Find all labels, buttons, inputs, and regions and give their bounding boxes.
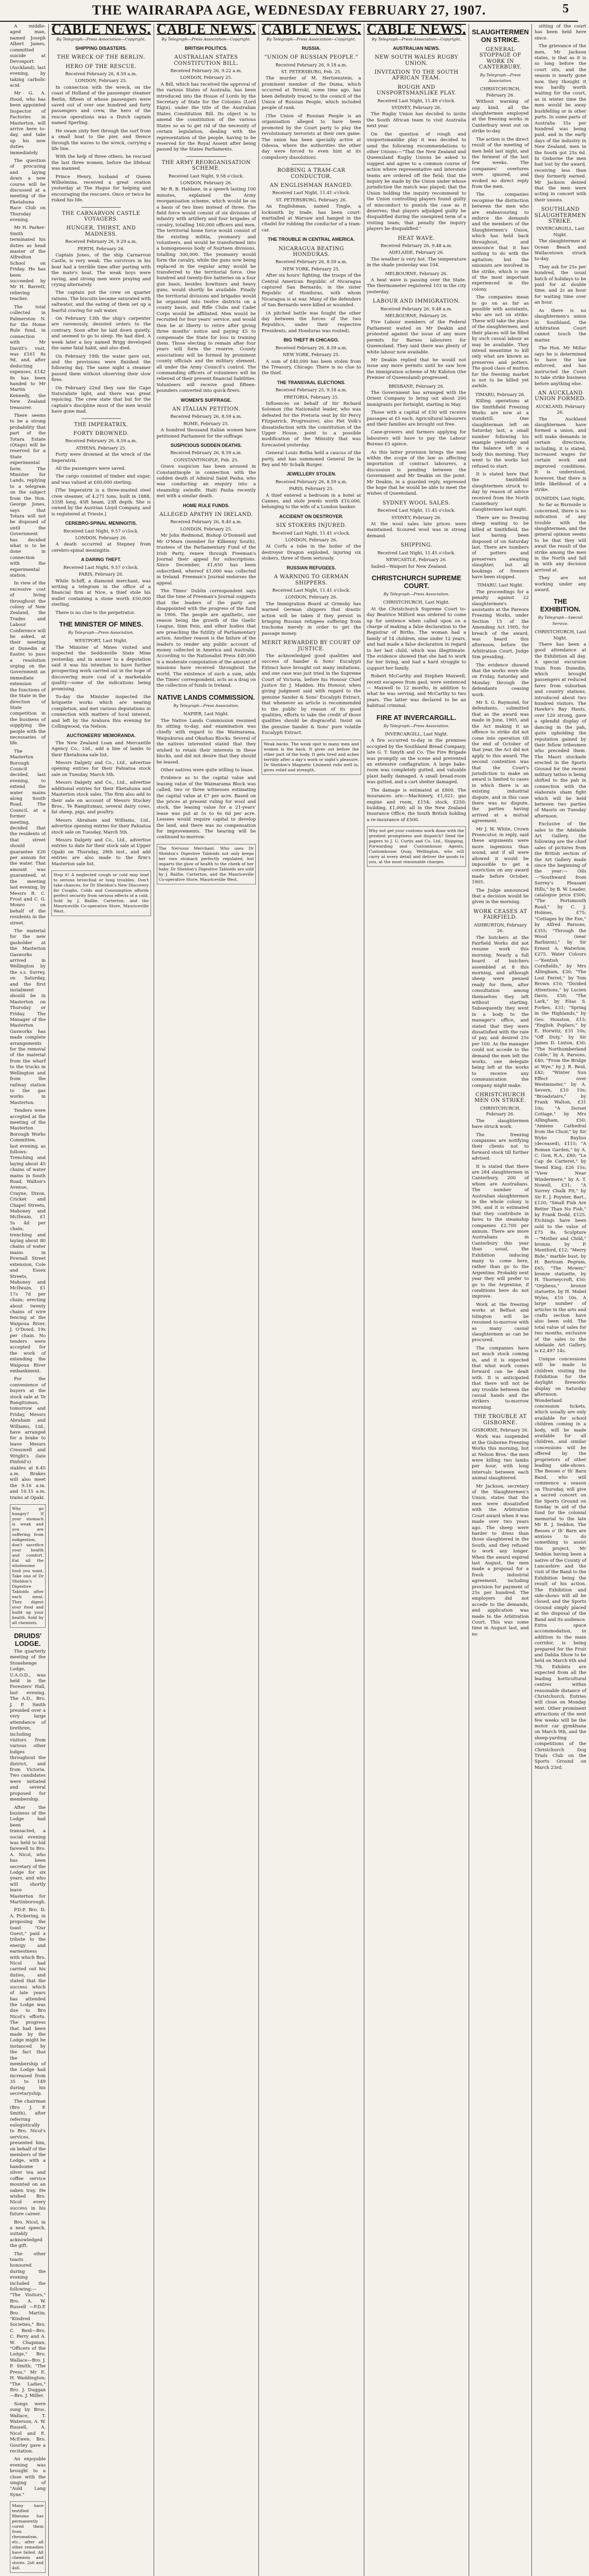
byline: By Telegraph—Press Association—Copyright. [372,37,461,42]
section-heading: AN AUCKLAND UNION FORMED. [535,390,586,402]
paragraph: Mr G. A. Hood, who has been appointed Inspector of Factories in Masterton, will arrive here to-day, and take up his new duties immediately. [10,91,46,156]
column-4 [259,21,364,2576]
paragraph: Messrs Dalgety and Co., Ltd., advertise additional entries for their Eketahuna and Masterton stock sales. The firm also add to their sale on account of Messrs Stuckey Bros., Te Rangitumau, several dairy cows, fat sheep, pigs, and poultry. [51,780,151,815]
paragraph: The quarterly meeting of the Stonehenge Lodge, U.A.O.D., was held in the Foresters' Hall, last evening. The A.D., Bro. J. P. Smith presided over a very large attendance of brethren, including visitors from various other lodges throughout the district, and from Victoria. Two candidates were initiated and several proposed for membership. [10,1648,46,1803]
dateline: ASHBURTON, February 26. [474,922,527,934]
paragraph: Those with a capital of £50 will receive passages at £5 each. Agricultural labourers and their families are brought out free. [366,410,467,427]
received-line: Received Last Night, 9.58 o'clock. [168,173,244,179]
dateline: CHRISTCHURCH, February 26. [480,1105,521,1117]
paragraph: The total collected in Palmerston N. for the Home Rule fund, in connection with Mr Davitt's visit, was £161 8s 9d, and, after deducting expenses, £142 8s has been handed to Mr Martin Kennedy, the New Zealand treasurer. [10,304,46,411]
paragraph: To-day the Minister inspected the briquette works which are nearing completion, and met various deputations in connection with matters of local interest, and left by the Arahura this evening for Collingwood, via Nelson. [51,694,151,730]
paragraph: The question of procuring and laying down a new course will be discussed at a meeting of the Eketahuna Race Club on Thursday evening. [10,158,46,223]
dateline: SYDNEY, February 26. [391,105,442,111]
dateline: PARIS, February 26. [78,571,124,577]
masthead [0,0,578,22]
paragraph: The proceedings for a penalty against 22 slaughtermen's assistants at the Pareora Freezing Works, under Section 15 of the Amending Act 1905, for breach of the award, was heard this afternoon, before the Arbitration Court, Judge Sim presiding. [472,589,529,660]
dateline: ADELAIDE, February 26. [389,250,444,255]
paragraph: Messrs Dalgety and Co., Ltd., advertise opening entries for their Pahiatua stock sale on Tuesday, March 5th. [51,760,151,778]
paragraph: The acknowledged good qualities and success of Sander & Sons' Eucalypti Extract have brought out many imitations, and one case was just tried in the Supreme Court of Victoria, before his Honour Chief Justice Sir J. Madden. His Honour, when giving judgment said with regard to the genuine Sander & Sons' Eucalypti Extract, that whenever an article is recommended to the public by reason of its good qualities, efforts to take the credit of those qualities should be disgraceful. Insist on the genuine Sander & Sons' pure volatile Eucalypti Extract. [262,653,361,736]
received-line: Received February 26, 9.18 a.m. [275,62,348,67]
subheading: NEW SOUTH WALES RUGBY UNION. [375,54,458,66]
received-line: Received Last Night, 11.41 o'clock. [272,530,351,536]
column-5 [364,21,470,2576]
received-line: Received February 26, 9.48 a.m. [380,243,453,248]
paragraph: An Englishman, named Tingle, a locksmith by trade, has been court-martialled at Warsaw and hanged in the citadel for robbing the conductor of a tram-car. [262,204,361,233]
section-heading: LABOUR AND IMMIGRATION. [373,298,460,305]
section-heading: THE TRANSVAAL ELECTIONS. [277,379,346,385]
subheading: INVITATION TO THE SOUTH AFRICAN TEAM. [374,70,459,81]
section-heading: SYDNEY WOOL SALES. [382,500,450,506]
section-heading: SUSPICIOUS SUDDEN DEATHS. [170,443,242,448]
paragraph: With the help of three others, he rescued the last three women, before the lifeboat was manned. [51,154,151,172]
paragraph: The companies recognise the distinction between the men who are endeavouring to enforce the demands and the members of the Slaughtermen's Union, which has held back throughout, and announce that it has nothing to do with the agitation; but the unionists are involved in the strike, which is one of the most important experienced in the colony. [472,192,529,292]
paragraph: In connection with the wreck, on the coast of Holland of the passenger steamer Berlin, fifteen of whose passengers were saved out of over one hundred and forty passengers and crew, the hero of the rescue operations was a Dutch captain named Sperling. [51,85,151,126]
dateline: TIMARU, Last Night. [477,582,524,588]
section-heading: THE TROUBLE IN CENTRAL AMERICA. [268,237,355,242]
section-heading: AUSTRALIAN NEWS. [393,45,440,51]
paragraph: Killing operations at the Smithfield Freezing Works are now at a standstill. One slaughterman left on Saturday last, a small number following his example yesterday and the balance left in a body this morning. They went to the works but refused to start. [472,399,529,469]
masthead-title: THE WAIRARAPA AGE, WEDNESDAY FEBRUARY 27, 1907. [92,3,486,18]
dateline: BRISBANE, February 26. [388,383,445,389]
paragraph: A thief entered a bedroom in a hotel at Cannes, and stole jewels worth £10,000, belonging to the wife of a London banker. [262,493,361,510]
paragraph: They ask for 25s per hundred, the usual batch of holidays to be paid for at double time, and 2s an hour for waiting time over an hour. [535,264,586,306]
byline: By Telegraph—Press Association. [480,72,521,84]
dateline: ATHENS, February 25. [76,445,127,451]
received-line: Received February 26, 8.59 a.m. [65,438,137,444]
section-heading: WOMEN'S SUFFRAGE. [181,397,232,403]
section-heading: BIG THEFT IN CHICAGO. [283,337,339,343]
subheading: A WARNING TO GERMAN SHIPPERS. [273,574,349,586]
paragraph: Tenders were accepted at the meeting of the Masterton Borough Works Committee, last evening, as follows: Trenching and laying about 45 chains of water mains in South Road, Walton's Avenue, Crayne, Dixon, Cricket and Chapel Streets, Mahoney and McIlwain, £1 5s 4d per chain; trenching and laying about 80 chains of water mains in Pownall Street extension, Cole and Essex Streets, Mahoney and McIlwain, £1 17s 7d per chain; erecting about twenty chains of wire fencing at the Waipoua River, J. O'Dowd, 19s per chain. No tenders were accepted for the work of extending the Waipoua River embankment. [10,1108,46,1374]
paragraph: Five Labour members of the Federal Parliament waited on Mr Deakin and protested against the issue of any more permits for Barnes labourers for Queensland. They said there was plenty of white labour now available. [366,320,467,355]
paragraph: Mr R. B. Haldane, in a speech lasting 100 minutes, explained the Army reorganisation scheme, which would be on a basis of two lines instead of three. The field force would consist of six divisions of infantry with artillery and four brigades of cavalry, totalling 160,000 officers and men. The territorial home force would consist of the existing militia, yeomanry and volunteers, and would be transformed into a homogeneous body of fourteen divisions, totalling 300,000. The yeomanry would form the cavalry, while the guns now being replaced in the regular army would be transferred to the territorial force. One hundred and twenty-five batteries on a four gun basis, besides howitzers and heavy guns, would shortly be available. Finally the territorial divisions and brigades would be organised into twelve districts on a county basis, and Rifle Clubs and Cadet Corps would be affiliated. Men would be recruited for four years' service, and would then be at liberty to retire after giving three months' notice and paying £5 to compensate the State for loss in training them. Those electing to remain after four years will form the reserve. County associations will be formed by prominent county officials and the military element, all under the Army Council's control. The commanding officers of volunteers will be relieved of their present financial liabilities. Volunteers will receive good fifteen-pounders converted into quick-firers. [156,187,256,394]
received-line: Received Last Night, 9.57 o'clock. [63,528,139,534]
paragraph: The Masterton Borough Council decided, last evening, to extend the water mains along South Road. The Council, at a former meeting, decided that the residents of that street should guarantee £20 per annum for the water. That amount was guaranteed, at the meeting last evening, by Messrs R. C. Frost and C. G. Monro on behalf of the residents in the street. [10,748,46,926]
dateline: MELBOURNE, February 26. [385,313,448,319]
paragraph: Work at the freezing works at Belfast and Islington will be resumed to-morrow with as many casual slaughtermen as can be procured. [472,1302,529,1343]
paragraph: On February 13th the ship's carpenter are ravenously, desisted orders to the contrary. Soon after he laid down quietly, and seemed to go to sleep. He had died. A week later a boy named Brigg developed the same fatal habit, and also died. [51,316,151,351]
page-number: 5 [563,2,569,16]
paragraph: As there is no slaughtermen's union in Southland, the Arbitration Court cannot touch the matter. [535,308,586,343]
dateline: NAPIER, Last Night. [183,711,229,717]
subheading: HERO OF THE RESCUE. [65,63,137,70]
divider [81,207,121,208]
paragraph: At Corfu a tube in the boiler of the destroyer Dragon exploded, injuring six stokers, three of them seriously. [262,544,361,562]
dateline: LONDON, February 26. [180,180,232,185]
column-6 [469,24,532,2576]
dateline: CHRISTCHURCH, Last Night. [535,629,586,640]
received-line: Received February 26, 8.59 a.m. [170,414,242,419]
advertisement: Many have testified Rheumo has permanently cured them from rheumatism, etc., after all other remedies have failed. All chemists and stores. 2s6 and 4s6. [10,2501,46,2573]
paragraph: The action is the direct result of the meeting of men held last night, and the ferment of the last few weeks. The companies' overtures were ignored, and evoked no direct reply from the men. [472,137,529,189]
dateline: DUNEDIN, Last Night. [535,495,586,501]
paragraph: Mr J. W. White, Crown Prosecutor, in reply, said these arguments were more ingenious than sound, and if all were allowed it would be impossible to get a conviction on any award made before October, 1905. [472,826,529,885]
paragraph: Messrs Dalgety and Co., Ltd., advertise entries to date for their stock sale at Upper Opaki on Thursday, 28th inst., and add entries are also made to the firm's Masterton sale list. [51,837,151,867]
section-heading: CHRISTCHURCH SUPREME COURT. [372,574,461,590]
section-heading: THE TROUBLE AT GISBORNE. [474,1414,527,1426]
dateline: ROME, February 25. [183,420,229,426]
paragraph: A death occurred at Stepney from cerebro-spinal meningitis. [51,542,151,553]
subheading: GENERAL STOPPAGE OF WORK IN CANTERBURY. [479,47,522,71]
dateline: NEWCASTLE, February 26. [386,557,447,563]
dateline: AUCKLAND, February 26. [536,403,585,415]
byline: By Telegraph—Press Association—Copyright. [161,37,251,42]
section-heading: THE EXHIBITION. [540,597,581,614]
paragraph: (The Union of Russian People is an organisation alleged to have been promoted by the Court party to play the revolutionary terrorists at their own game. The union has been specially active at Odessa, where the authorities the other day were forced to even hint at its compulsory dissolution). [262,113,361,160]
section-heading: A DARING THEFT. [81,557,121,563]
paragraph: There seems to be a strong probability that part of the Totara Estate (Otago) will be reserved for a State experimental farm. The Minister for Lands, replying to a telegram on the subject from the Hon. George Jones, says that Totara will not be disposed of until the Government has decided what is to be done in connection with the experimental station. [10,413,46,578]
dateline: NEW YORK, February 25. [283,352,340,358]
advertisement: Why not get your customs work done with the greatest promptness and dispatch? Send the papers to J. U. Curtis and Co. Ltd., Shipping, Forwarding and Customhouse Agents, Customhouse Quay, Wellington, who will carry at every detail and deliver the goods to you, at the most reasonable charges. [367,826,467,867]
paragraph: On February 19th the water gave out, and the provisions were finished the following day. The same night a steamer passed them without observing their slow fires. [51,353,151,383]
section-heading: THE MINISTER OF MINES. [59,620,143,628]
section-heading: SHIPPING DISASTERS. [75,45,127,51]
paragraph: After six hours' fighting, the troops of the Central American Republic of Nicaragua captured San Bernardo, in the sister Republic of Honduras, with whom Nicaragua is at war. Many of the defenders of San Bernardo were killed or wounded. [262,273,361,308]
section-heading: SLAUGHTERMEN ON STRIKE. [472,28,529,44]
dateline: ST. PETERSBURG, February 26. [276,197,347,202]
paragraph: For the convenience of buyers at the stock sale at Te Rangitumau, tomorrow and Friday, Messrs Abraham and Williams, Ltd., have arranged for a brake to leave Messrs Cresswell and Wright's (late Pinfold's) stables at 8.45 a.m. Brakes will also meet the 9.16 a.m. and 10.15 a.m. trains at Opaki. [10,1376,46,1501]
paragraph: While Schiff, a diamond merchant, was writing a telegram in the office of a financial firm at Nice, a thief stole his wallet containing a stone worth £50,000 sterling. [51,578,151,608]
paragraph: Mr Jackson, secretary of the Slaughtermen's Union, states that the men were dissatisfied with the Arbitration Court award when it was made over two years ago. The sheep were harder to dress than those slaughtered in the South, and they refused to work any longer. When the award expired last August, the men made a proposal for a fresh industrial agreement, including provision for payment of 25s per hundred. The employers did not accede to the demands, and application was made to the Arbitration Court. This was some time in August last, and no [472,1483,529,1637]
paragraph: There are no freezing sheep waiting to be killed at Smithfield, the last having been disposed of on Saturday last. There are numbers of potters and preservers awaiting slaughter, but all bookings of freezers have been stopped. [472,515,529,580]
paragraph: After the business of the Lodge had been transacted, a social evening was held to bid farewell to Bro. A. Nicol, who has been secretary of the Lodge for six years, and who will shortly leave Masterton for Martinborough. [10,1805,46,1905]
dateline: ST. PETERSBURG, Feb. 25. [281,69,342,75]
column-7 [532,24,589,2576]
paragraph: [The Imperatrix is a three-masted steel crew steamer, of 4,271 tons, built in 1888, 335ft long, 45ft beam, 23ft depth. She is owned by the Austrian Lloyd Company, and is registered at Trieste.] [51,488,151,517]
paragraph: The grievance of the men, Mr Jackson states, is that as it is so long before the court sits, and the season is nearly gone now, they thought it was hardly worth waiting for the court, as in winter time the men would be away bushfelling or in other parts. In some parts of Australia 35s per hundred was being paid, and in the early days of the industry in New Zealand, men in the South got 25s 6d. In Gisborne the men had lost by the award, receiving less than they formerly earned. Mr Jackson denied that the men were acting in concert with their unions. [535,44,586,203]
dateline: PERTH, February 26. [77,246,125,251]
cable-news-heading: CABLE NEWS. [262,21,361,37]
section-heading: MERIT REWARDED BY COURT OF JUSTICE. [262,640,361,652]
paragraph: A middle-aged man, named Joseph Albert James, committed suicide at Devonport (Auckland), last evening, by taking carbolic acid. [10,24,46,89]
dateline: LONDON, February 26. [285,594,338,600]
paragraph: All the passengers were saved. [56,466,126,471]
paragraph: The Immigration Board at Grimsby has warned German shippers that drastic action will be taken if they persist in bringing Russian refugees suffering from trachoma merely in order to get the passage money. [262,601,361,636]
paragraph: The evidence showed that the works were idle on Friday, Saturday and Monday through the defendants ceasing work. [472,662,529,698]
paragraph: P.D.P. Bro. D. A. Pickering, in proposing the toast "Our Guest," paid a tribute to the energy and earnestness with which Bro. Nicol had carried out his duties, and stated that the success which of late years has attended the Lodge was due to Bro Nicol's efforts. The progress that had been made by the Lodge might be instanced by the fact that the membership of the Lodge had increased from 35 to 149 during his secretaryship. [10,1907,46,2096]
paragraph: Other natives were quite willing to lease. [160,767,254,773]
received-line: Received Last Night, 9.57 o'clock. [63,564,139,570]
divider [81,418,121,419]
section-heading: SOUTHLAND SLAUGHTERMEN STRIKE. [535,207,586,224]
cable-news-heading: CABLE NEWS. [366,21,467,37]
paragraph: It is stated that there are 284 slaughtermen in Canterbury, 200 of whom are Australians. The number of Australian slaughtermen in the whole colony is 590, and it is estimated that they contribute in fares to the steamship companies £2,700 per annum. There are more Australians in Canterbury this year than usual, the Exhibition inducing many to come here, rather than go to the Argentine. Probably next year they will prefer to go to the Argentine, if conditions here do not improve. [472,1164,529,1300]
received-line: Received February 26, 8.40 a.m. [170,519,242,525]
cable-news-heading: CABLE NEWS. [156,21,256,37]
section-heading: THE ARMY REORGANISATION SCHEME. [161,159,251,172]
section-heading: HEAT WAVE. [398,235,435,241]
paragraph: Mr S. G. Raymond, for defendants, submitted that as the award was made in June, 1905, and the Act making it an offence to strike did not come into operation till the end of October of that year, the Act did not apply to this award. The second contention was that the Court's jurisdiction to make an award is limited to cases in which there is an existing industrial dispute, and in this case there was no dispute, the parties having arrived at a mutual agreement. [472,700,529,824]
dateline: TIMARU, February 26. [475,391,526,397]
paragraph: The material for the new gasholder at the Masterton Gasworks arrived in Wellington by the s.s. Surrey, on Saturday, and the first instalment should be in Masterton on Thursday or Friday. The Manager of the Masterton Gasworks has made complete arrangements for the removal of the material from the wharf to the trucks in Wellington and from the railway station to the gas works in Masterton. [10,928,46,1106]
dateline: PRETORIA, February 25. [283,394,339,400]
paragraph: The other toasts honoured during the evening included the following:— "The Visitors," Bro. A. W. Russell —P.D.P. Bro. Martin; "Kindred Societies," Bro. C. Reid—Bro. C. Perry and A. W. Chapman; "Officers of the Lodge," Bro. Wallace—Bro. J. P. Smith; "The Press," Mr E. H. Waddington; "The Ladies," Bro. J. Duggan—Bro. J. Miller. [10,2251,46,2399]
paragraph: Cane-growers and farmers applying for labourers will have to pay the Labour Bureau £5 apiece. [366,430,467,447]
section-heading: RUSSIA. [302,45,321,51]
byline: By Telegraph—Press Association. [383,591,449,596]
section-heading: ACCIDENT ON DESTROYER. [279,513,344,519]
subheading: FORTY DROWNED. [73,430,129,437]
paragraph: (A pitched battle was fought the other day between the forces of the two Republics, under their respective Presidents, and Honduras was routed). [262,310,361,334]
paragraph: The slaughtermen have struck work. [472,1118,529,1130]
paragraph: Mr H. Parker-Smith terminated his duties as head master of the Alfredton School on Friday. He has been succeeded by Mr H. Barrett, relieving teacher. [10,225,46,302]
paragraph: The slaughtermen at Ocean Beach and Wallacetown struck to-day. [535,239,586,262]
received-line: Received February 26, 9.22 a.m. [170,68,242,74]
paragraph: Messrs Abraham and Williams, Ltd., advertise opening entries for their Pahiatua stock sale on Tuesday, March 5th. [51,817,151,835]
received-line: Received Last Night, 11.41 o'clock. [272,587,351,593]
received-line: Received February 26, 8.59 a.m. [275,259,348,265]
paragraph: Influences on behalf of Sir Richard Solomon (the Nationalist leader, who was defeated for the Pretoria seat by Sir Percy Fitzpatrick, Progressive), also Het Volk's dissatisfaction with the constitution of the Upper House, point to a possible modification of the Ministry that was forecasted yesterday. [262,401,361,448]
paragraph: There has been a good attendance at the Exhibition all day. A special excursion train from Dunedin, which brought passengers at reduced fares from suburban and country stations, introduced about two hundred visitors. The Hawke's Bay Hauts, over 120 strong, gave a splendid display of dancing in the pah, quite upholding the reputation gained by their fellow tribesmen who preceded them. The Maori stockade erected in the Sports Ground for the recent military tattoo is being shifted to the pah in connection with the elaborate sham fight which will be held between two parties of Maoris on Tuesday afternoon. [535,642,586,819]
paragraph: The chairman (Bro J. P. Smith), after referring eulogistically to Bro. Nicol's services, presented him, on behalf of the members of the Lodge, with a handsome silver tea and coffee service mounted on an oaken tray. He wished Bro. Nicol every success in his future career. [10,2099,46,2217]
subheading: "UNION OF RUSSIAN PEOPLE." [264,54,359,61]
received-line: Received February 26, 9.29 a.m. [65,239,137,244]
paragraph: Grave suspicion has been aroused in Constantinople in connection with the sudden death of Admiral Saint Pasha, who was conducting an enquiry into a steamship swindle. Haiti Pasha recently met with a similar death. [156,464,256,499]
dateline: LONDON, February 26. [285,537,338,543]
paragraph: Evidence as to the capital value and leasing value of the Waimarama Block was called, two or three witnesses estimating the capital value at £7 per acre. Based on the prices at present ruling for wool and stock, the leasing value for a 21-years' lease was put at 5s to 6s 6d per acre. Lessees would require capital to develop the land, and there was no compensation for improvements. The hearing will be continued to-morrow. [156,775,256,840]
section-heading: BRITISH POLITICS. [185,45,228,51]
paragraph: The Rugby Union has decided to invite the South African team to visit Australia next year. [366,112,467,129]
advertisement: The Nervous Merchant. Who uses Dr Sheldon's Digestive Tabloids not only keeps her own stomach perfectly regulated, but imparts the glow of health to the cheek of her baby. Dr Sheldon's Digestive Tabloids are sold by J. Baillie, Carterton, and the Mauriceville Co-operative Store, Mauriceville West. [157,844,256,884]
subheading: ALLEGED APATHY IN IRELAND. [159,512,253,518]
received-line: Received February 26, 8.59 a.m. [275,345,348,350]
paragraph: There is no clue to the perpetrator. [56,610,135,616]
dateline: LONDON, February 25. [180,75,232,80]
section-heading: CHRISTCHURCH MEN ON STRIKE. [474,1092,526,1104]
paragraph: Robert McCarthy and Stephen Maxwell, recent escapees from gaol, were sentenced — Maxwell to 12 months, in addition to what he was serving, and McCarthy to two years. The latter was declared to be an habitual criminal. [366,674,467,709]
paragraph: Songs were sung by Bros. Wallace, T. Waterson, A. W. Russell, A. Nicol and E. McEwen. Bro. Gourley gave a recitation. [10,2401,46,2454]
paragraph: Exclusive of the sales to the Adelaide Art Gallery, the following are the chief sales of pictures from the British section of the Art Gallery made since the beginning of the year:— Oils—"Southward from Surrey's Pleasant Hills," by B. W. Leader, catalogue price £500; "The Portsmouth Road," by C. J. Holmes, £75; "Cottages by the Exe," by Alfred Parsons, £355; "Through the Wood (near Barbizon)," by Sir Ernest A. Waterlow, £275. Water Colours—"Kentish Cornfields," by Mrs Allingham, £30; "The Lost Ferret," by Tom Brown £10; "Divided Attentions," by Lucien Davis, £50; "The Lark," by Elias S. Forbes, £31; "Spring in the Highlands," by Geo. Houston, £15; "English Poplars," by E. Horwitz, £31 10s; "Off Duty," by Sir James D. Linton, £30; "The Northumberland Coble," by A. Parsons, £40; "From the Bridge at Wye," by J. R. Reid, £42; "Winter Sun Effect over Westminster," by A. Severn, £10 10s; "Broadstairs," by Frank Walton, £31 10s; "A Dorset Cottage," by Mrs Allingham, £50; "Amiens Cathedral from the Choir," by Sir Wyke Bayliss (deceased), £115; "A Roman Garden," by A. C. Gow, R.A., £80; "Le Cap de Carteret," by Yeend King, £26 15s; "View Near Windermere," by A. T. Nowell, £31; "A Surrey Chalk Pit," by Sir E. J. Poynter, Bart., £120; "Small Fish Are Better Than No Fish," by Frank Dodd, £125. Etchings have been sold to the value of £75 8s. Sculpture—"Mother and Child," bronze, by P. Montford, £12; "Merry Bide," marble bust, by H. Bertram Pegram, £65; "The Mower," bronze statuette, by H. Thorneycroft, £50; "Orpheus," bronze statuette, by H. Mabel Wyles, £10 10s. A large number of articles in the arts and crafts section have also been sold. The total value of sales for two months, exclusive of the sales to the Adelaide Art Gallery, is £2,497 14s. [535,822,586,1354]
subheading: SIX STOKERS INJURED. [276,523,347,529]
dateline: SYDNEY, February 26. [391,514,442,520]
paragraph: A Bill, which has received the approval of the various States of Australia, has been introduced into the House of Lords by the Secretary of State for the Colonies (Lord Elgin), under the title of the Australian States Constitution Bill. Its object is to amend the constitution of the various States so as to get rid of the necessity of certain legislation, dealing with the representation of the people, having to be reserved for the Royal Assent after being passed by the States Parliaments. [156,81,256,153]
paragraph: The freezing companies are notifying their clients not to forward stock till further advised. [472,1132,529,1162]
subheading: AN ENGLISHMAN HANGED. [269,182,353,188]
paragraph: The Native Lands Commission resumed its sitting to-day, and examination was chiefly with regard to the Waimarama, Waipukurau and Okaihau Blocks. Several of the natives interested stated that they wished to retain their interests in these blocks, and did not desire that they should be leased. [156,718,256,765]
cable-news-heading: CABLE NEWS. [51,21,151,37]
paragraph: Unique concessions will be made to children visiting the Exhibition for the daylight fireworks display on Saturday afternoon. Wonderland concession tickets, which usually are only available for school children coming in a body, will be made available for all children, and similar concessions will be offered by the proprietors of other leading side-shows. The Besses o' th' Barn Band, who will commence a season on Thursday, will give a sacred concert on the Sports Ground on Sunday in aid of the fund for the colonial memorial to the late Mr R. J. Seddon. The Besses o' th' Barn are anxious to do something to assist this project, Mr Seddon having been a native of the County of Lancashire and the visit of the Band to the Exhibition being the result of his action. The Exhibition and side-shows will all be closed, and the Sports Ground simply placed at the disposal of the Band and its audience. Extra space accommodation, in addition to the main corridor, is being prepared for the Fruit and Dahlia Show to be held on March 6th and 7th. Exhibits are expected from all the leading horticultural centres within reasonable distance of Christchurch. Entries will close on Monday next. Other prominent attractions of the next few weeks will be the motor car gymkhana on March 9th, and the sheep-yarding competitions of the Christchurch Dog Trials Club on the Sports Ground on March 23rd. [535,1356,586,1770]
paragraph: As this latter provision brings the men within the scope of the law as affecting importation of contract labourers, a discussion is pending between the Government and Mr Deakin on the point. Mr Deakin, in a guarded reply, expressed the hope that he would be able to meet the wishes of Queensland. [366,449,467,497]
subheading: AUSTRALIAN STATES CONSTITUTION BILL. [174,54,239,66]
paragraph: At the wool sales late prices were maintained. Scoured wool was in strong demand. [366,522,467,539]
section-heading: AUCTIONEERS' MEMORANDA. [66,733,136,739]
subheading: NICARAGUA BEATING HONDURAS. [278,246,344,257]
received-line: Received Last Night, 11.45 o'clock. [377,550,456,555]
paragraph: General Louis Botha held a caucus of the party, and has summoned General De la Rey and Mr Schalk Burger. [262,451,361,468]
paragraph: sitting of the court has been held here since. [535,24,586,41]
paragraph: On the question of rough and unsportsmanlike play it was decided to send the following recommendations to other Unions:—"That the New Zealand and Queensland Rugby Unions be asked to suggest and agree to a common course of action where representative and interstate teams are ordered off the field; that the inquiry be made by the Union under whose jurisdiction the match was played; that the Union holding the inquiry recommend to the Union controlling players found guilty of misconduct to punish the case as it deserves; that players adjudged guilty be disqualified during the unexpired term of a visiting team; that penalty the inquiry players be disqualified." [366,131,467,232]
paragraph: The Judge announced that a decision would be given in the morning. [472,888,529,905]
dateline: LONDON, February 25. [180,526,232,531]
section-heading: JEWELLERY STOLEN. [286,471,336,477]
paragraph: A hundred thousand Italian women have petitioned Parliament for the suffrage. [156,428,256,439]
byline: By Telegraph—Press Association. [68,630,134,635]
advertisement: Stop it! A neglected cough or cold may lead to serious bronchial or lung troubles. Don't take chances, for Dr Sheldon's New Discovery for Coughs, Colds and Consumption affords perfect security from serious effects of a cold. Sold by J. Baillie, Carterton, and the Mauriceville Co-operative Store, Mauriceville West. [51,870,151,916]
paragraph: Without warning of any kind, all the slaughtermen employed at the freezing works in Canterbury went out on strike to-day. [472,99,529,134]
subheading: AN ITALIAN PETITION. [172,406,240,412]
paragraph: The weather is very hot. The temperature in the shade yesterday was 104. [366,256,467,268]
paragraph: Prince Henry, husband of Queen Wilhelmina, received a great ovation yesterday at The Hague for helping and encouraging the rescuers. Once or twice he risked his life. [51,174,151,203]
paragraph: Work was suspended at the Gisborne Freezing Works this morning, but at Nelson Bros.' the men were killing two lambs per hour, with long intervals between each animal slaughtered. [472,1434,529,1481]
section-heading: THE IMPERATRIX. [74,421,128,428]
advertisement: Why go hungry? If your stomach is weak and you are suffering from indigestion, don't sacrifice your health and comfort. Eat all the wholesome food you want. Take one of Dr Sheldon's Digestive Tabloids after each meal. They digest your food and build up your health. Sold by all chemists. [10,1504,46,1628]
received-line: Received February 26, 9.48 a.m. [380,306,453,311]
byline: By Telegraph—Press Association—Copyright. [56,37,146,42]
dateline: CHRISTCHURCH, Last Night. [383,599,450,605]
divider [292,164,332,165]
section-heading: WORK CEASES AT FAIRFIELD. [473,908,527,921]
section-heading: DRUIDS' LODGE. [14,1631,42,1647]
dateline: GISBORNE, February 26. [472,1427,529,1433]
subheading: HUNGER, THIRST, AND MADNESS. [66,225,136,237]
section-heading: CEREBRO-SPINAL MENINGITIS. [65,521,137,526]
paragraph: The Hon. Mr Millar says he is determined to have the law enforced, and has instructed the Court to take strike business before anything else. [535,346,586,387]
advertisement: Weak backs. The weak spot in many men and women is the back. It gives out before the other part of the body. It gets tired and aches terribly after a day's work or night's pleasure. Dr Sheldon's Magnetic Liniment rubs well in, gives relief and strength. [262,740,361,775]
paragraph: On February 22nd they saw the Cape Naturaliste light, and there was great rejoicing. The crew state that but for the captain's discipline most of the men would have gone mad. [51,385,151,415]
paragraph: Sailed—Waipori for New Zealand. [371,564,448,569]
column-1 [7,24,49,2576]
column-2 [49,21,154,2576]
paragraph: Mr John Redmond, Bishop O'Donnell and Mr O'Mara (member for Kilkenny South), trustees of the Parliamentary Fund of the Irish Party, renew through Freeman's Journal their appeal for subscriptions. Since December, £1,650 has been subscribed, whereof £1,000 was collected in Ireland. Freeman's Journal endorses the appeal. [156,533,256,586]
dateline: LONDON, February 25. [75,78,127,84]
paragraph: A sum of £40,000 has been stolen from the Treasury, Chicago. There is no clue to the thief. [262,359,361,376]
section-heading: THE CARNARVON CASTLE VOYAGERS. [62,210,141,222]
column-3 [154,21,259,2576]
received-line: Received Last Night, 11.41 o'clock. [272,190,351,196]
dateline: NEW YORK, February 25. [283,266,340,271]
paragraph: The Times' Dublin correspondent says that the tone of Freeman's Journal suggests that the leaders of the party are disappointed with the progress of the fund in 1906. The people are apathetic, one reason being the growth of the Gaelic League, Sinn Fein, and other bodies that are preaching the futility of Parliamentary action. Another reason is the failure of the leaders to render any public account of money collected in America and Australia. According to the Nationalist Press £40,000 is a moderate computation of the amount of missions have received throughout the world. The existence of such a sum, adds the Times' correspondent, acts as a drag on the collection of funds in Ireland. [156,588,256,689]
section-heading: FIRE AT INVERCARGILL. [376,713,457,721]
received-line: Received February 25, 9.18 a.m. [275,387,348,393]
paragraph: The Government has arranged with the Orient Company to bring out about 200 immigrants per fortnight, starting in May. [366,390,467,407]
paragraph: The butchers at the Fairfield Works did not resume work this morning. Nearly a full board of butchers assembled at 8 this morning, and although sheep were penned ready for them, after consultation among themselves they left without starting. Subsequently they went in a body to the manager's office, and stated that they were dissatisfied with the rate of pay, and desired 25s per 100. As the manager could not accede to the demand the men left the works, one delegate being left at the works to receive any communication the company might make. [472,935,529,1088]
dateline: PARIS, February 25. [289,486,334,492]
section-heading: SHIPPING. [400,542,432,549]
subheading: THE WRECK OF THE BERLIN. [57,54,145,61]
paragraph: At the Christchurch Supreme Court to-day Beatrice Milford was ordered to come up for sentence when called upon on a charge of making a false declaration to the Registrar of Births. The woman had a family of 14 children, nine under 12 years, and had made a false declaration in regard to her last child, which was illegitimate. The evidence showed that she had to work for her living, and had a hard struggle to support her family. [366,606,467,671]
byline: By Telegraph—Press Association. [173,703,239,708]
paragraph: A fire occurred to-day in the premises occupied by the Southland Bread Company, late G. T. Smyth and Co. The Fire Brigade was promptly on the scene and prevented an extensive conflagration. A large bake-room was completely gutted, and valuable plant badly damaged. A small bread-room was gutted, and a cart shelter damaged. [366,738,467,785]
dateline: CONSTANTINOPLE, Feb. 25. [173,457,239,462]
paragraph: The damage is estimated at £800. The insurances are:—Machinery, £1,021; gas engine and room, £154; stock, £250; building, £1,000; all in the New Zealand Insurance Office, the South British holding a re-insurance of £500. [366,787,467,823]
divider [186,156,226,157]
received-line: Received Last Night, 11.45 o'clock. [377,508,456,513]
byline: By Telegraph—Press Association—Copyright. [266,37,357,42]
paragraph: The New Zealand Loan and Mercantile Agency Co., Ltd., add a line of lambs to their Eketahuna sale list. [51,740,151,758]
paragraph: So far as Burnside is concerned, there is no indication of any trouble with the slaughtermen, and the general opinion seems to be that they will await the result of the strike among the men in the North and fall in with any decision arrived at. [535,502,586,573]
section-heading: ROBBING A TRAM-CAR CONDUCTOR. [277,168,346,180]
dateline: CHRISTCHURCH, February 26. [480,86,521,98]
paragraph: It is stated here that the Smithfield slaughtermen struck to-day by reason of advice received from the North Canterbury slaughtermen last night. [472,472,529,513]
paragraph: They are not working under any award. [535,576,586,593]
subheading: ROUGH AND UNSPORTSMANLIKE PLAY. [376,84,457,97]
paragraph: He swam sixty feet through the surf from a small boat to the pier, and thence through the waves to the wreck, carrying a life line. [51,128,151,152]
paragraph: The cargo consisted of timber and sugar, and was valued at £60,000 sterling. [51,474,151,485]
paragraph: The Auckland slaughtermen have formed a union, and will make demands in certain directions, including, it is stated, increased wages for certain work and improved conditions. It is understood, however, that there is little likelihood of a strike. [535,416,586,493]
received-line: Received February 26, 8.59 a.m. [170,450,242,456]
byline: By Telegraph—Press Association. [383,723,449,728]
paragraph: Mr Deakin replied that he would not issue any more permits until he saw how the immigration scheme of Mr Kidston (the Premier of Queensland) progressed. [366,357,467,381]
paragraph: In view of the excessive cost of living throughout the colony of New Zealand, the Trades and Labour Conference will be asked, at their meeting at Dunedin at Easter, to pass a resolution urging on the Government an immediate extension of the functions of the State in the direction of State competition in the business of supplying the people with the necessaries of life. [10,581,46,746]
paragraph: The murder of M. Hertzenstein, a prominent member of the Duma, which occurred at Terroki, some time ago, has been definitely traced to the council of the Union of Russian People, which included people of rank. [262,76,361,111]
newspaper-columns [7,21,586,2571]
byline: By Telegraph—Special Service. [538,615,583,626]
section-heading: NATIVE LANDS COMMISSION. [157,693,255,701]
paragraph: An enjoyable evening was brought to a close with the singing of "Auld Lang Syne." [10,2457,46,2498]
paragraph: Captain Jones, of the ship Carnarvon Castle, is very weak. The survivors in his boat had a terrible time after parting with the mate's boat. The weak boys were raving, and strong men were praying and crying alternately. [51,253,151,288]
received-line: Received February 26, 8.59 a.m. [65,71,137,77]
paragraph: Bro. Nicol, in a neat speech, suitably acknowledged the gift. [10,2219,46,2249]
section-heading: RUSSIAN REFUGEES. [286,565,336,570]
dateline: WESTPORT, Last Night. [74,638,128,644]
paragraph: The companies have not much stock coming in, and it is expected that what work comes forward can be dealt with. It is anticipated that there will not be any trouble between the casual hands and the strikers to-morrow morning. [472,1345,529,1410]
paragraph: A heat wave is passing over the State. The thermometer registered 103 in the city yesterday. [366,278,467,295]
paragraph: The Minister of Mines visited and inspected the Seddonville State Mine yesterday, and in answer to a deputation said it was his intention to have further prospecting work carried out in the hope of discovering more coal of a marketable quality—some of the indications being promising. [51,645,151,692]
dateline: INVERCARGILL, Last Night. [385,731,448,737]
dateline: LONDON, February 26. [75,535,127,541]
paragraph: The companies mean to go on as far as possible with assistants, who are not on strike. These will take the place of the slaughtermen, and their places will be filled by such casual labour as may be available. They intend meantime to kill only what are known as preserves and potters. The good class of mutton for the freezing market is not to be killed yet awhile. [472,295,529,389]
dateline: MELBOURNE, February 26. [385,270,448,276]
section-heading: HOME RULE FUNDS. [183,502,230,508]
paragraph: Forty were drowned at the wreck of the Imperatrix. [51,452,151,464]
received-line: Received Last Night, 11.49 o'clock. [377,98,456,103]
received-line: Received February 26, 8.59 a.m. [275,479,348,484]
paragraph: The captain put the crew on quarter rations. The biscuits became saturated with saltwater, and the eating of them set up a fearful craving for salt water. [51,290,151,314]
dateline: INVERCARGILL, Last Night. [536,226,585,237]
